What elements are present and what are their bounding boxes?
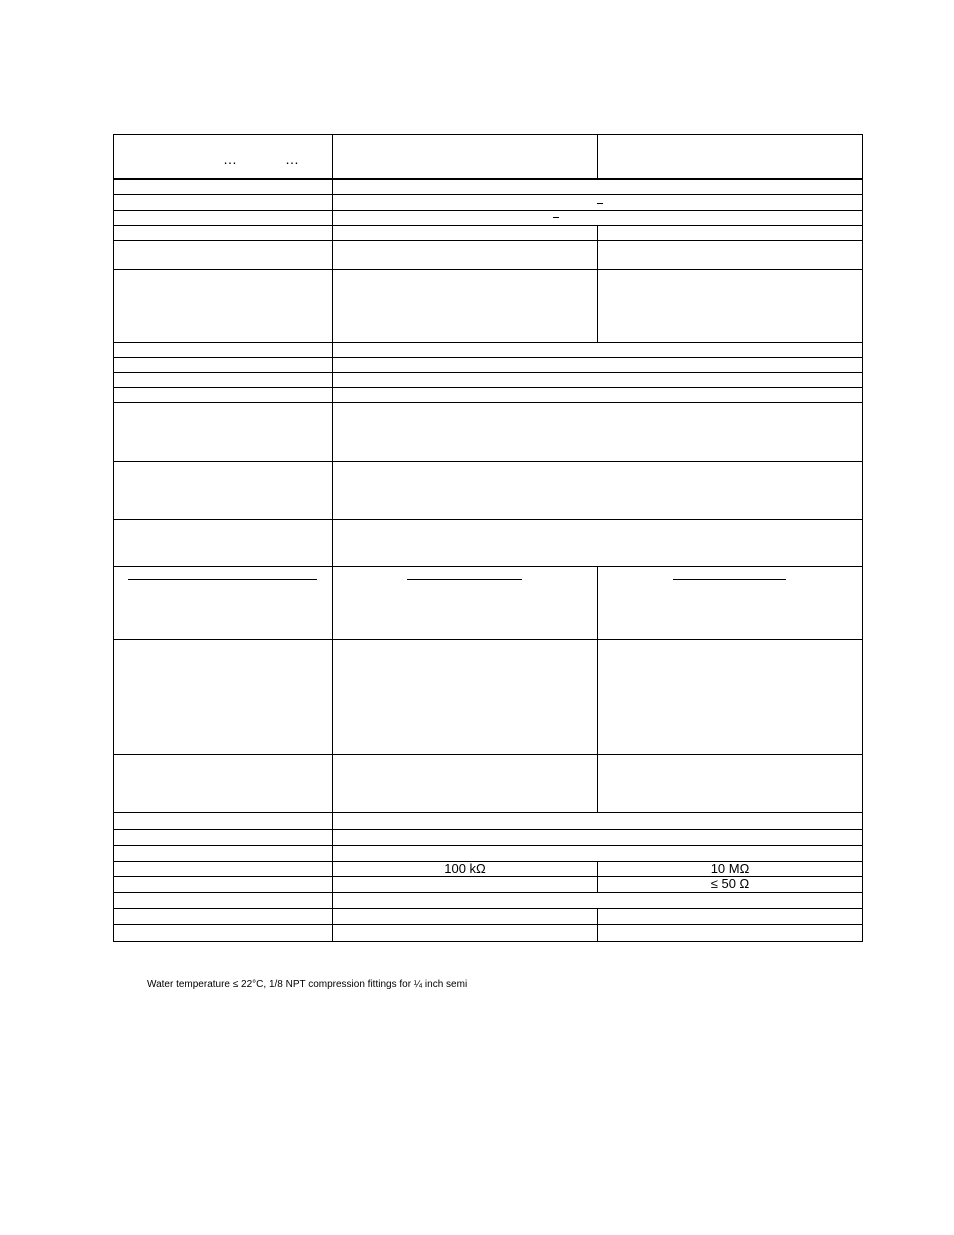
table-row-rule (113, 924, 863, 925)
table-row-rule (113, 240, 863, 241)
table-column-divider-2 (597, 566, 598, 813)
table-row-rule (113, 402, 863, 403)
table-row-rule (113, 566, 863, 567)
table-border-left (113, 134, 114, 942)
heading-underline (673, 579, 786, 580)
table-column-divider-2 (597, 908, 598, 942)
table-column-divider-2 (597, 225, 598, 343)
table-column-divider-2 (597, 134, 598, 179)
resistance-value-high: ≤ 50 Ω (710, 876, 750, 891)
footnote-text: Water temperature ≤ 22°C, 1/8 NPT compression fittings for ¼ inch semi (147, 979, 468, 990)
dash-mark (597, 203, 603, 204)
table-row-rule (113, 908, 863, 909)
impedance-value-low: 100 kΩ (444, 861, 486, 876)
table-row-rule (113, 845, 863, 846)
header-ellipsis: … (285, 151, 299, 167)
table-row-rule (113, 194, 863, 195)
table-row-rule (113, 342, 863, 343)
table-row-rule (113, 639, 863, 640)
impedance-value-high: 10 MΩ (710, 861, 750, 876)
heading-underline (407, 579, 522, 580)
header-ellipsis: … (223, 151, 237, 167)
table-row-rule (113, 357, 863, 358)
dash-mark (553, 217, 559, 218)
table-column-divider-1 (332, 134, 333, 942)
table-border-top (113, 134, 863, 135)
table-border-bottom (113, 941, 863, 942)
table-row-rule (113, 269, 863, 270)
table-header-rule (113, 178, 863, 180)
table-border-right (862, 134, 863, 942)
table-row-rule (113, 387, 863, 388)
heading-underline (128, 579, 317, 580)
table-row-rule (113, 754, 863, 755)
table-row-rule (113, 829, 863, 830)
table-row-rule (113, 210, 863, 211)
table-row-rule (113, 519, 863, 520)
table-row-rule (113, 812, 863, 813)
table-row-rule (113, 892, 863, 893)
table-row-rule (113, 372, 863, 373)
table-row-rule (113, 461, 863, 462)
table-row-rule (113, 225, 863, 226)
